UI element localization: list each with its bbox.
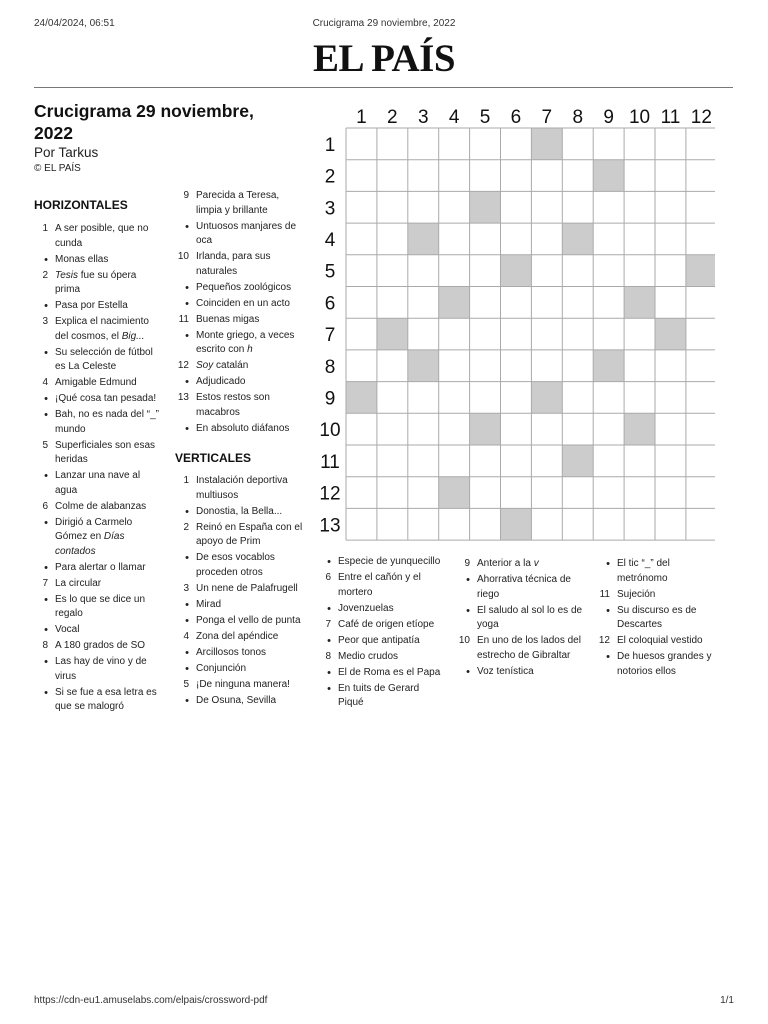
shaded-cell [408, 223, 439, 255]
across-clues-col1 [34, 222, 162, 716]
column-number: 9 [603, 107, 614, 128]
clue-item [175, 678, 305, 693]
clue-number: 8 [325, 650, 331, 662]
clue-text: Zona del apéndice [196, 630, 279, 642]
clue-number: 11 [599, 588, 610, 600]
clue-item [34, 561, 162, 576]
clue-number: 5 [183, 678, 189, 690]
clue-item [34, 392, 162, 407]
clue-item [175, 474, 305, 503]
clue-item [175, 422, 305, 437]
shaded-cell [470, 191, 501, 223]
bullet-marker: • [327, 602, 331, 615]
clue-number: 2 [183, 521, 189, 533]
bullet-marker: • [185, 662, 189, 675]
clue-item [317, 618, 447, 633]
bullet-marker: • [327, 666, 331, 679]
clue-text: Pasa por Estella [55, 300, 128, 311]
clue-text: Voz tenística [477, 665, 534, 677]
clue-item [456, 665, 586, 680]
bullet-marker: • [606, 604, 610, 617]
clue-text: De Osuna, Sevilla [196, 694, 277, 706]
clue-number: 7 [325, 618, 331, 630]
clue-text: En uno de los lados del estrecho de Gibraltar [477, 635, 581, 661]
shaded-cell [531, 128, 562, 160]
clue-text: Monas ellas [55, 253, 109, 265]
clue-number: 6 [42, 500, 48, 512]
clue-text: Colme de alabanzas [55, 500, 147, 512]
clue-item [34, 516, 162, 560]
clue-item [175, 646, 305, 661]
column-number: 6 [510, 107, 522, 128]
clue-text: Pequeños zoológicos [196, 281, 292, 293]
clue-item [175, 220, 305, 249]
clue-item [456, 557, 586, 572]
bullet-marker: • [44, 470, 48, 482]
column-number: 4 [448, 107, 460, 128]
shaded-cell [686, 255, 715, 287]
column-number: 12 [690, 107, 712, 128]
clue-text: Es lo que se dice un regalo [55, 593, 146, 619]
clue-number: 5 [42, 439, 48, 451]
row-number: 8 [324, 356, 336, 378]
clue-item [596, 650, 721, 679]
crossword-grid [317, 101, 715, 541]
clue-text: En absoluto diáfanos [196, 422, 290, 434]
copyright: © EL PAÍS [34, 163, 81, 174]
clue-text: Reinó en España con el apoyo de Prim [196, 521, 303, 547]
clue-item [317, 571, 447, 600]
clue-item [34, 439, 162, 468]
clue-item [34, 593, 162, 622]
column-number: 3 [417, 107, 429, 128]
clue-text: Entre el cañón y el mortero [338, 572, 421, 598]
shaded-cell [624, 287, 655, 319]
puzzle-title: Crucigrama 29 noviembre, 2022 [34, 101, 254, 143]
clue-text: ¡Qué cosa tan pesada! [55, 393, 157, 404]
clue-item [34, 299, 162, 314]
clue-item [175, 313, 305, 328]
clue-item [34, 376, 162, 391]
clue-item [34, 655, 162, 684]
row-number: 1 [324, 134, 336, 156]
row-number: 6 [324, 293, 336, 315]
column-number: 10 [628, 107, 651, 128]
clue-item [175, 391, 305, 420]
clue-text: Monte griego, a veces escrito con h [196, 329, 295, 355]
clue-number: 2 [42, 269, 48, 281]
clue-text: Especie de yunquecillo [338, 556, 441, 567]
row-number: 12 [319, 483, 341, 505]
clue-item [175, 375, 305, 390]
clue-item [317, 634, 447, 649]
down-clues-col4 [456, 557, 586, 681]
clue-text: Sujeción [617, 588, 656, 600]
clue-item [175, 189, 305, 218]
clue-text: Dirigió a Carmelo Gómez en Días contados [55, 516, 133, 557]
clue-item [596, 604, 721, 633]
clue-text: Buenas migas [196, 313, 260, 325]
bullet-marker: • [185, 505, 189, 518]
shaded-cell [377, 318, 408, 350]
clue-number: 3 [42, 316, 48, 327]
down-clues-col3 [317, 555, 447, 712]
clue-item [175, 505, 305, 520]
shaded-cell [439, 287, 470, 319]
clue-text: Ahorrativa técnica de riego [477, 574, 571, 600]
row-number: 3 [324, 198, 336, 220]
clue-number: 3 [183, 582, 189, 594]
bullet-marker: • [44, 300, 48, 312]
clue-text: Café de origen etíope [338, 618, 435, 630]
row-number: 4 [324, 229, 336, 251]
bullet-marker: • [185, 220, 189, 233]
row-number: 2 [324, 166, 336, 188]
clue-number: 1 [183, 475, 189, 486]
bullet-marker: • [44, 656, 48, 668]
el-pais-logo: EL PAÍS [312, 37, 456, 80]
clue-item [175, 598, 305, 613]
clue-text: Amigable Edmund [55, 377, 137, 388]
column-number: 7 [541, 107, 553, 128]
bullet-marker: • [327, 682, 331, 695]
clue-text: Lanzar una nave al agua [55, 470, 141, 496]
clue-text: Arcillosos tonos [196, 646, 267, 658]
footer-url: https://cdn-eu1.amuselabs.com/elpais/crossword-pdf [34, 995, 268, 1006]
clue-number: 10 [177, 251, 189, 262]
clue-item [596, 634, 721, 649]
clue-item [456, 604, 586, 633]
clue-number: 10 [458, 635, 470, 646]
clue-item [34, 253, 162, 268]
clue-text: Su discurso es de Descartes [617, 604, 697, 630]
clue-text: Donostia, la Bella... [196, 505, 283, 517]
shaded-cell [408, 350, 439, 382]
clue-item [34, 346, 162, 375]
row-number: 13 [319, 515, 341, 537]
clue-item [317, 666, 447, 681]
clue-number: 4 [42, 377, 48, 388]
shaded-cell [562, 445, 593, 477]
clue-text: Superficiales son esas heridas [55, 439, 156, 465]
clue-item [175, 250, 305, 279]
bullet-marker: • [44, 516, 48, 529]
clue-item [34, 469, 162, 498]
clue-item [175, 630, 305, 645]
clue-text: Tesis fue su ópera prima [55, 269, 137, 295]
clue-item [456, 573, 586, 602]
bullet-marker: • [44, 393, 48, 405]
bullet-marker: • [466, 604, 470, 617]
clue-number: 1 [42, 223, 48, 234]
clue-text: Ponga el vello de punta [196, 614, 301, 626]
shaded-cell [470, 413, 501, 445]
clue-text: Irlanda, para sus naturales [196, 251, 271, 277]
clue-number: 9 [183, 190, 189, 201]
bullet-marker: • [44, 409, 48, 421]
bullet-marker: • [185, 614, 189, 627]
bullet-marker: • [44, 624, 48, 636]
clue-text: ¡De ninguna manera! [196, 678, 290, 690]
bullet-marker: • [185, 422, 189, 435]
column-number: 8 [572, 107, 584, 128]
bullet-marker: • [185, 552, 189, 564]
bullet-marker: • [185, 694, 189, 707]
clue-text: Su selección de fútbol es La Celeste [55, 346, 153, 372]
row-number: 7 [324, 325, 336, 347]
bullet-marker: • [466, 665, 470, 678]
clue-item [317, 650, 447, 665]
clue-number: 6 [325, 572, 331, 583]
shaded-cell [346, 382, 377, 414]
header-divider [34, 87, 733, 88]
clue-text: Para alertar o llamar [55, 561, 146, 573]
bullet-marker: • [185, 297, 189, 310]
clue-item [175, 297, 305, 312]
down-clues-col5 [596, 557, 721, 681]
clue-item [34, 686, 162, 715]
clue-number: 13 [177, 392, 189, 403]
column-number: 5 [479, 107, 491, 128]
clue-text: A ser posible, que no cunda [55, 223, 149, 249]
row-number: 10 [319, 420, 341, 442]
clue-item [596, 557, 721, 586]
clue-item [596, 588, 721, 603]
shaded-cell [501, 255, 532, 287]
clue-item [175, 694, 305, 709]
clue-item [175, 521, 305, 550]
bullet-marker: • [327, 634, 331, 647]
clue-text: El saludo al sol lo es de yoga [477, 604, 583, 630]
clue-item [175, 582, 305, 597]
clue-text: Vocal [55, 624, 80, 635]
clue-item [175, 329, 305, 358]
clue-text: Untuosos manjares de oca [196, 220, 297, 246]
clue-item [34, 639, 162, 654]
clue-text: Conjunción [196, 662, 247, 674]
bullet-marker: • [185, 598, 189, 611]
clue-item [317, 602, 447, 617]
clue-text: A 180 grados de SO [55, 640, 146, 651]
clue-text: Adjudicado [196, 376, 246, 387]
clue-text: En tuits de Gerard Piqué [338, 682, 420, 708]
clue-item [34, 222, 162, 251]
shaded-cell [593, 160, 624, 192]
across-clues-col2 [175, 189, 305, 438]
clue-item [34, 577, 162, 592]
shaded-cell [655, 318, 686, 350]
bullet-marker: • [185, 646, 189, 659]
clue-item [456, 634, 586, 663]
clue-text: El de Roma es el Papa [338, 666, 441, 678]
clue-item [175, 614, 305, 629]
print-timestamp: 24/04/2024, 06:51 [34, 18, 115, 29]
clue-item [175, 551, 305, 580]
bullet-marker: • [185, 281, 189, 294]
clue-text: Coinciden en un acto [196, 297, 290, 309]
clue-text: Las hay de vino y de virus [55, 656, 147, 682]
clue-number: 11 [178, 313, 189, 325]
clue-text: Anterior a la v [477, 558, 539, 569]
clue-item [175, 662, 305, 677]
shaded-cell [624, 413, 655, 445]
bullet-marker: • [44, 593, 48, 606]
shaded-cell [562, 223, 593, 255]
clue-text: De huesos grandes y notorios ellos [617, 651, 712, 677]
clue-number: 4 [183, 630, 189, 642]
clue-number: 12 [598, 635, 610, 646]
footer-page: 1/1 [720, 995, 734, 1006]
clue-text: Peor que antipatía [338, 634, 420, 646]
shaded-cell [531, 382, 562, 414]
bullet-marker: • [327, 556, 331, 568]
clue-text: Estos restos son macabros [196, 392, 270, 418]
clue-item [34, 315, 162, 344]
down-heading: VERTICALES [175, 451, 252, 465]
clue-text: Soy catalán [196, 360, 249, 371]
bullet-marker: • [606, 558, 610, 570]
bullet-marker: • [185, 329, 189, 342]
clue-text: Bah, no es nada del “_” mundo [55, 409, 159, 435]
row-number: 11 [320, 451, 340, 473]
print-doc-title: Crucigrama 29 noviembre, 2022 [312, 18, 456, 29]
column-number: 11 [660, 107, 681, 128]
clue-item [34, 269, 162, 298]
clue-item [34, 623, 162, 638]
bullet-marker: • [185, 376, 189, 388]
clue-text: El tic “_” del metrónomo [617, 558, 670, 584]
clue-text: El coloquial vestido [617, 635, 703, 646]
puzzle-author: Por Tarkus [34, 145, 99, 160]
clue-text: Instalación deportiva multiusos [196, 475, 288, 501]
bullet-marker: • [44, 561, 48, 574]
clue-item [34, 408, 162, 437]
clue-number: 8 [42, 640, 48, 651]
row-number: 5 [324, 261, 336, 283]
shaded-cell [439, 477, 470, 509]
clue-text: Medio crudos [338, 650, 399, 662]
clue-text: La circular [55, 577, 102, 589]
across-heading: HORIZONTALES [34, 198, 128, 212]
clue-item [175, 359, 305, 374]
clue-number: 9 [464, 558, 470, 569]
bullet-marker: • [466, 574, 470, 586]
bullet-marker: • [44, 346, 48, 359]
clue-text: Explica el nacimiento del cosmos, el Big... [55, 316, 149, 342]
clue-item [175, 281, 305, 296]
clue-text: Jovenzuelas [338, 602, 394, 614]
clue-item [317, 682, 447, 711]
clue-text: Mirad [196, 598, 222, 610]
column-number: 1 [356, 107, 367, 128]
shaded-cell [501, 508, 532, 540]
bullet-marker: • [44, 253, 48, 266]
shaded-cell [593, 350, 624, 382]
clue-number: 12 [177, 360, 189, 371]
down-clues-col2 [175, 474, 305, 710]
bullet-marker: • [44, 686, 48, 699]
clue-text: Si se fue a esa letra es que se malogró [55, 686, 157, 712]
clue-number: 7 [42, 577, 48, 589]
clue-text: Parecida a Teresa, limpia y brillante [196, 190, 280, 216]
clue-text: Un nene de Palafrugell [196, 582, 298, 594]
bullet-marker: • [606, 651, 610, 663]
column-number: 2 [387, 107, 398, 128]
clue-text: De esos vocablos proceden otros [196, 552, 275, 578]
clue-item [34, 500, 162, 515]
clue-item [317, 555, 447, 570]
crossword-grid-svg [317, 101, 715, 541]
row-number: 9 [324, 388, 336, 410]
